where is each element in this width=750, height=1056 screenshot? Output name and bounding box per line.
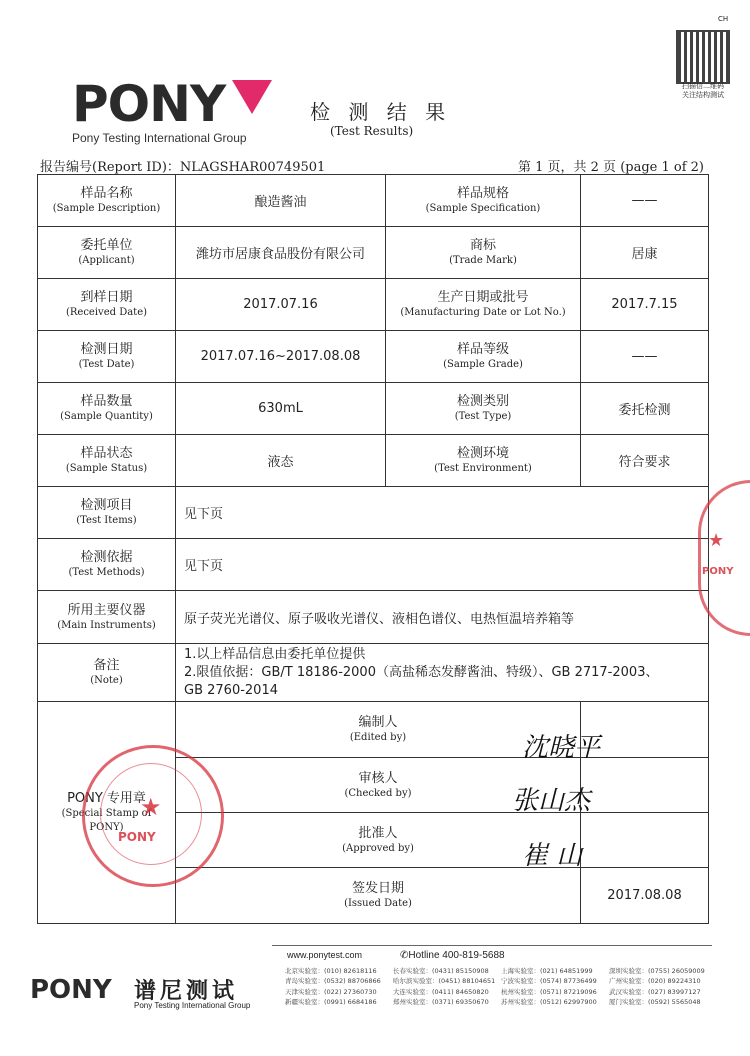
row-note: 备注 (Note) 1.以上样品信息由委托单位提供 2.限值依据：GB/T 18186-2000（高盐稀态发酵酱油、特级）、GB 2717-2003、 GB 2760-2014	[38, 644, 709, 702]
row-right-value: 委托检测	[581, 383, 709, 435]
table-row: 样品数量 (Sample Quantity) 630mL 检测类别 (Test Type) 委托检测	[38, 383, 709, 435]
edge-star-icon: ★	[708, 530, 725, 551]
row-value: 酿造酱油	[176, 175, 386, 227]
page-subtitle: (Test Results)	[330, 124, 414, 138]
lab-contact: 长春实验室：(0431) 85150908	[393, 967, 489, 975]
row-issued-date: 签发日期 (Issued Date) 2017.08.08	[38, 868, 709, 924]
lab-contact: 宁波实验室：(0574) 87736499	[501, 977, 597, 986]
edge-stamp-text: PONY	[702, 566, 734, 577]
lab-contact: 大连实验室：(0411) 84650820	[393, 987, 489, 996]
footer-lab-list	[285, 966, 717, 1008]
lab-contact: 武汉实验室：(027) 83997127	[609, 987, 701, 996]
logo-triangle-icon	[232, 80, 272, 114]
table-row: 委托单位 (Applicant) 潍坊市居康食品股份有限公司 商标 (Trade Mark) 居康	[38, 227, 709, 279]
lab-contact: 新疆实验室：(0991) 6684186	[285, 998, 377, 1007]
footer-logo: PONY	[30, 975, 112, 1005]
row-value: 630mL	[176, 383, 386, 435]
company-name: Pony Testing International Group	[72, 131, 247, 145]
table-row: 样品名称 (Sample Description) 酿造酱油 样品规格 (Sample Specification) ——	[38, 175, 709, 227]
table-row: 检测日期 (Test Date) 2017.07.16~2017.08.08 样品等级 (Sample Grade) ——	[38, 331, 709, 383]
row-right-value: 居康	[581, 227, 709, 279]
row-edited-by: PONY 专用章 (Special Stamp of PONY) 编制人 (Edited by)	[38, 702, 709, 758]
lab-contact: 天津实验室：(022) 27360730	[285, 987, 377, 996]
row-checked-by: 审核人 (Checked by)	[38, 758, 709, 813]
footer-logo-cn: 谱尼测试	[134, 979, 239, 1004]
qr-code-icon	[676, 30, 730, 84]
row-value: 2017.07.16~2017.08.08	[176, 331, 386, 383]
row-right-value: 符合要求	[581, 435, 709, 487]
footer-company: Pony Testing International Group	[134, 1001, 251, 1010]
footer-hotline: ✆Hotline 400-819-5688	[400, 950, 505, 961]
lab-contact: 深圳实验室：(0755) 26059009	[609, 967, 705, 975]
lab-contact: 哈尔滨实验室：(0451) 88104651	[393, 977, 496, 986]
row-value: 潍坊市居康食品股份有限公司	[176, 227, 386, 279]
checker-signature: 张山杰	[512, 786, 591, 816]
corner-code: CH	[718, 15, 729, 23]
lab-contact: 苏州实验室：(0512) 62997900	[501, 998, 597, 1007]
row-test-methods: 检测依据 (Test Methods) 见下页	[38, 539, 709, 591]
row-value: 2017.07.16	[176, 279, 386, 331]
footer-divider	[272, 945, 712, 946]
stamp-label: PONY 专用章 (Special Stamp of PONY)	[38, 702, 176, 924]
row-right-value: ——	[581, 331, 709, 383]
pony-logo: PONY	[72, 75, 226, 133]
row-value: 液态	[176, 435, 386, 487]
approver-signature: 崔 山	[522, 841, 583, 871]
lab-contact: 广州实验室：(020) 89224310	[609, 977, 701, 986]
page-title: 检 测 结 果	[310, 100, 452, 124]
lab-contact: 北京实验室：(010) 82618116	[285, 967, 377, 975]
row-approved-by: 批准人 (Approved by)	[38, 813, 709, 868]
report-id: 报告编号(Report ID)：NLAGSHAR00749501	[40, 160, 326, 175]
table-row: 到样日期 (Received Date) 2017.07.16 生产日期或批号 (Manufacturing Date or Lot No.) 2017.7.15	[38, 279, 709, 331]
lab-contact: 上海实验室：(021) 64851999	[501, 967, 593, 975]
row-test-items: 检测项目 (Test Items) 见下页	[38, 487, 709, 539]
row-right-value: ——	[581, 175, 709, 227]
star-icon: ★	[140, 793, 162, 821]
row-right-value: 2017.7.15	[581, 279, 709, 331]
footer-website[interactable]: www.ponytest.com	[287, 950, 363, 960]
table-row: 样品状态 (Sample Status) 液态 检测环境 (Test Environment) 符合要求	[38, 435, 709, 487]
lab-contact: 郑州实验室：(0371) 69350670	[393, 998, 489, 1007]
lab-contact: 杭州实验室：(0571) 87219096	[501, 987, 597, 996]
stamp-text: PONY	[118, 830, 156, 844]
qr-caption: 扫描信二维码 关注结构测试	[682, 82, 724, 99]
lab-contact: 青岛实验室：(0532) 88706866	[285, 977, 381, 986]
page-info: 第 1 页，共 2 页 (page 1 of 2)	[517, 160, 704, 175]
editor-signature: 沈晓平	[522, 733, 601, 763]
lab-contact: 厦门实验室：(0592) 5565048	[609, 998, 701, 1007]
row-instruments: 所用主要仪器 (Main Instruments) 原子荧光光谱仪、原子吸收光谱仪、液相色谱仪、电热恒温培养箱等	[38, 591, 709, 644]
